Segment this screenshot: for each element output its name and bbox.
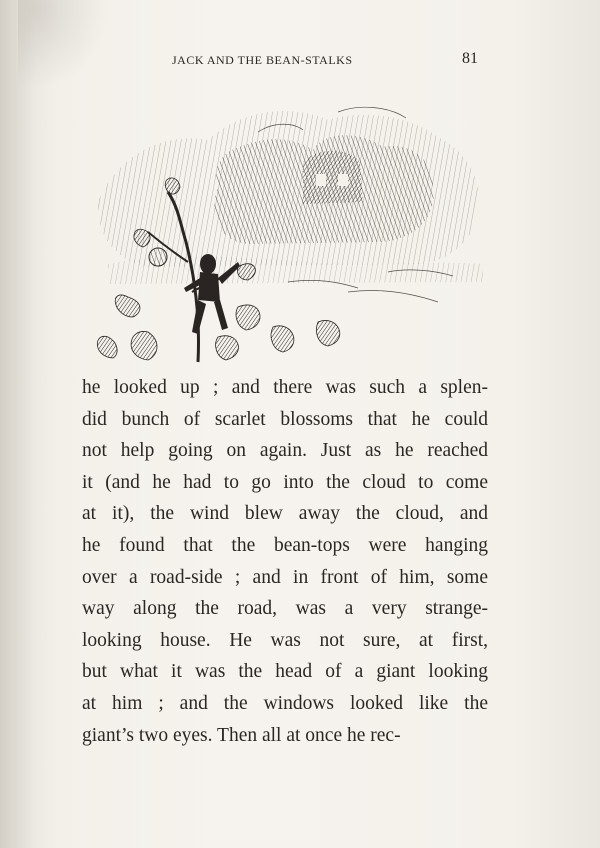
text-line: but what it was the head of a giant looking xyxy=(82,661,488,683)
text-line: at him ; and the windows looked like the xyxy=(82,692,488,714)
text-line: over a road-side ; and in front of him, some xyxy=(82,566,488,588)
text-line: he found that the bean-tops were hanging xyxy=(82,534,488,556)
page-shadow xyxy=(0,0,60,848)
text-line: looking house. He was not sure, at first, xyxy=(82,629,488,651)
text-line: not help going on again. Just as he reached xyxy=(82,440,488,462)
text-line: giant’s two eyes. Then all at once he rec- xyxy=(82,724,401,746)
running-title: JACK AND THE BEAN-STALKS xyxy=(172,53,353,67)
text-line: he looked up ; and there was such a splen- xyxy=(82,377,488,398)
body-text xyxy=(82,372,488,751)
engraving-jack-climbing-beanstalk-icon xyxy=(88,92,488,364)
text-line: did bunch of scarlet blossoms that he could xyxy=(82,408,488,430)
running-head xyxy=(170,50,482,70)
text-line: way along the road, was a very strange- xyxy=(82,598,488,620)
page-crease xyxy=(18,0,108,90)
text-line: at it), the wind blew away the cloud, and xyxy=(82,503,488,525)
page-number: 81 xyxy=(462,50,478,67)
text-line: it (and he had to go into the cloud to come xyxy=(82,471,488,493)
